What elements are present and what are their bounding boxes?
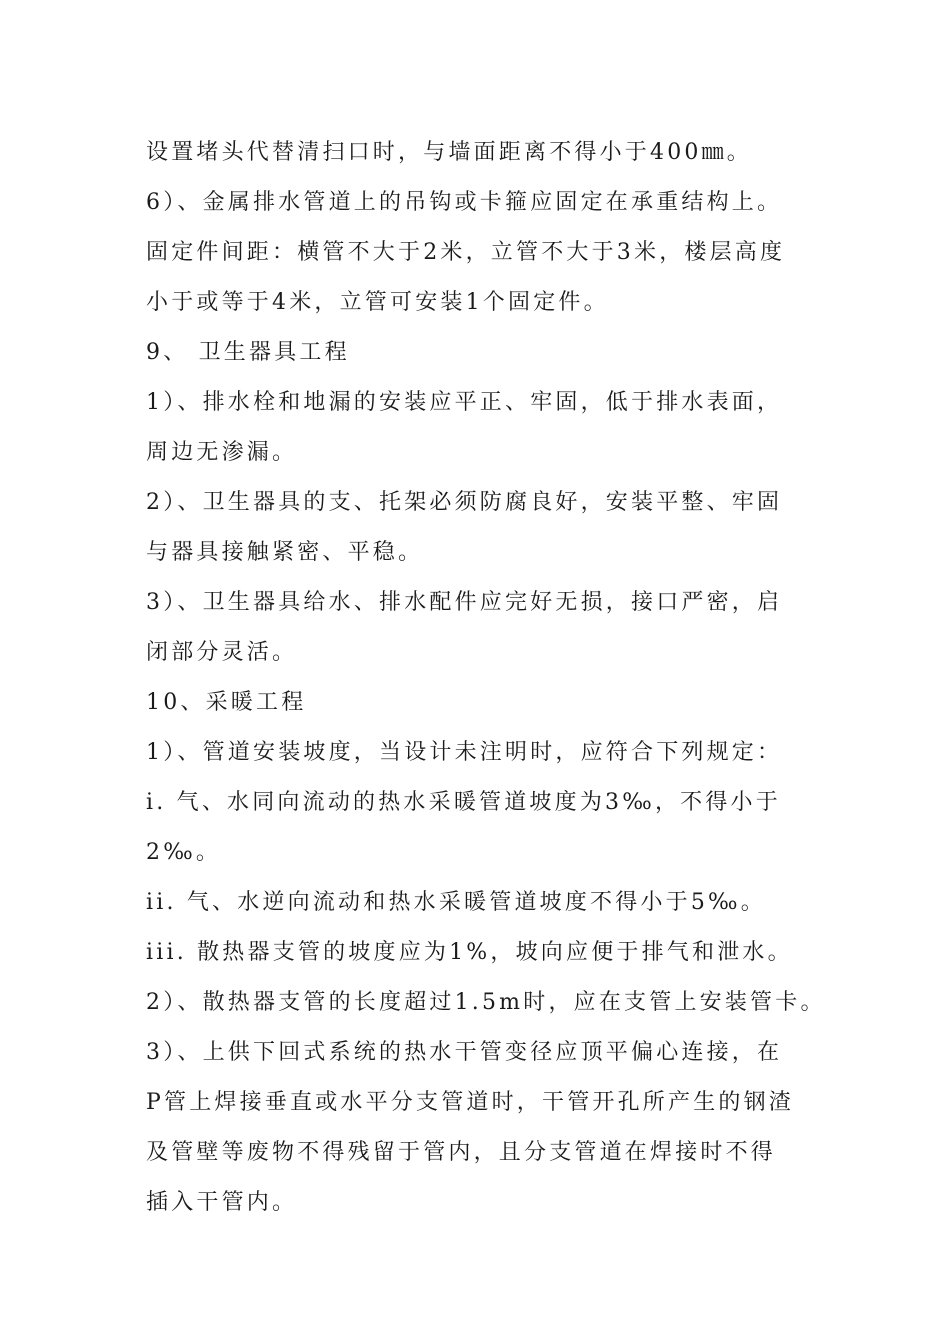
text-line: 2）、卫生器具的支、托架必须防腐良好，安装平整、牢固 [146,490,783,515]
text-line: 闭部分灵活。 [146,640,298,665]
text-line: 与器具接触紧密、平稳。 [146,540,424,565]
section-heading: 10、采暖工程 [146,690,307,715]
text-line: 6）、金属排水管道上的吊钩或卡箍应固定在承重结构上。 [146,190,783,215]
text-line: iii. 散热器支管的坡度应为1%，坡向应便于排气和泄水。 [146,940,793,965]
text-line: ii. 气、水逆向流动和热水采暖管道坡度不得小于5‰。 [146,890,766,915]
text-line: 3）、卫生器具给水、排水配件应完好无损，接口严密，启 [146,590,783,615]
text-line: 1）、管道安装坡度，当设计未注明时，应符合下列规定： [146,740,783,765]
text-line: P管上焊接垂直或水平分支管道时，干管开孔所产生的钢渣 [146,1090,795,1115]
text-line: i. 气、水同向流动的热水采暖管道坡度为3‰，不得小于 [146,790,781,815]
section-heading: 9、 卫生器具工程 [146,340,350,365]
text-line: 1）、排水栓和地漏的安装应平正、牢固，低于排水表面， [146,390,783,415]
text-line: 及管壁等废物不得残留于管内，且分支管道在焊接时不得 [146,1140,777,1165]
text-line: 2‰。 [146,840,222,865]
text-line: 周边无渗漏。 [146,440,298,465]
text-line: 3）、上供下回式系统的热水干管变径应顶平偏心连接，在 [146,1040,783,1065]
text-line: 设置堵头代替清扫口时，与墙面距离不得小于400㎜。 [146,140,752,165]
text-line: 固定件间距：横管不大于2米，立管不大于3米，楼层高度 [146,240,786,265]
text-line: 2）、散热器支管的长度超过1.5m时，应在支管上安装管卡。 [146,990,826,1015]
text-line: 插入干管内。 [146,1190,298,1215]
document-body [146,128,836,1228]
text-line: 小于或等于4米，立管可安装1个固定件。 [146,290,609,315]
